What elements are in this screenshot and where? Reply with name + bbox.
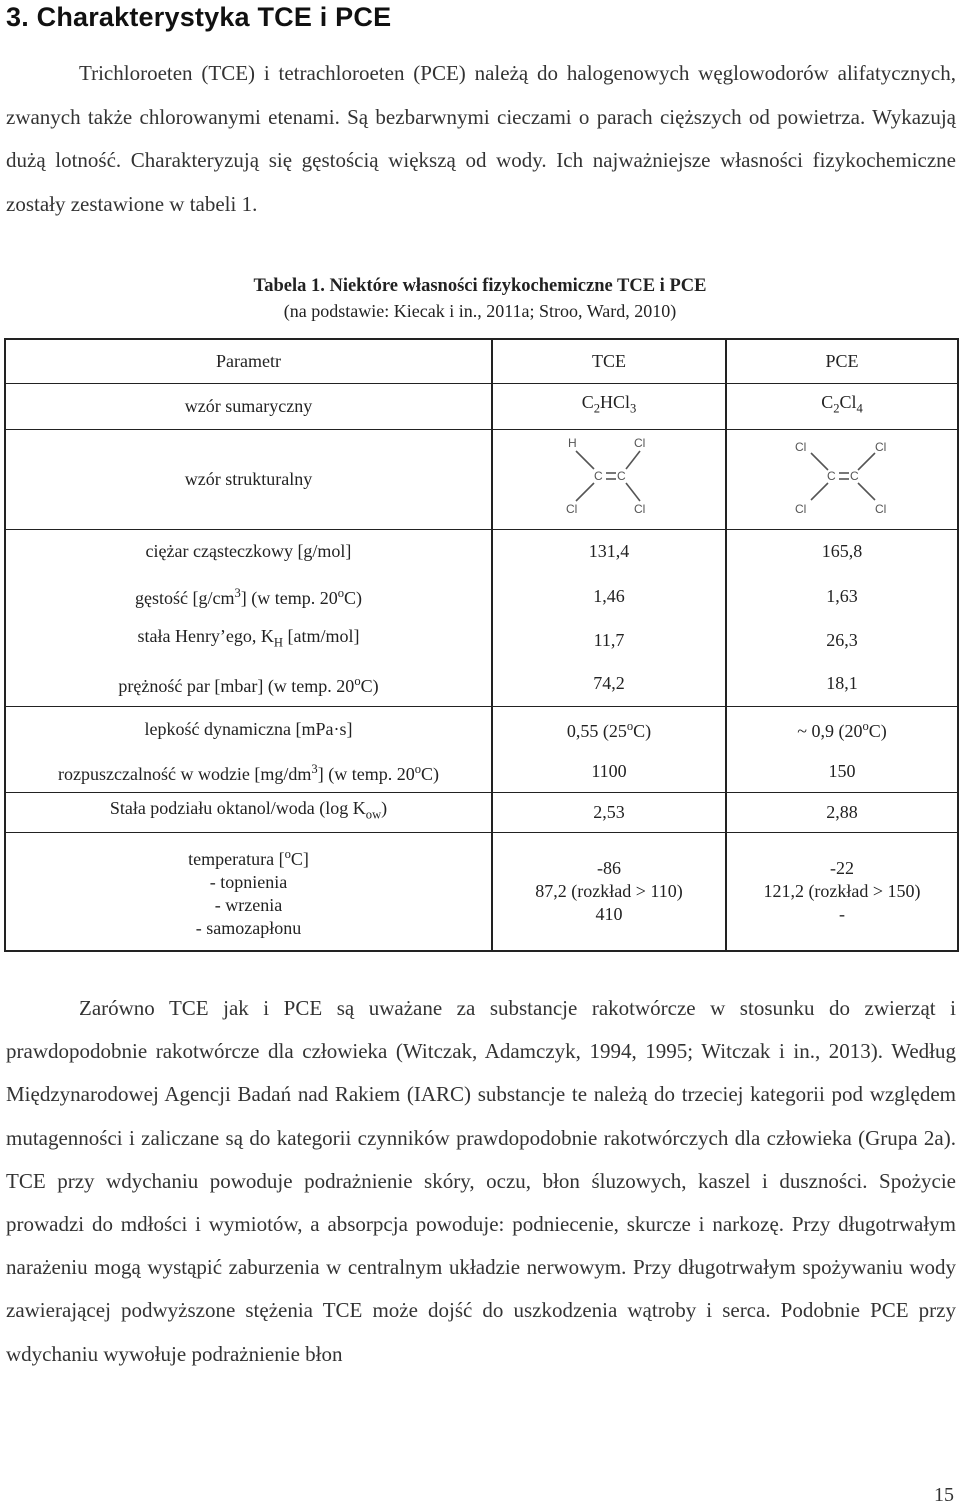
tce-structure-diagram [554,433,664,519]
formula-pce: $C_2Cl_4$ [726,383,958,429]
temperature-label: temperatura [$^o$C] - topnienia - wrzenia - samozapłonu [5,832,492,951]
header-param: Parametr [5,339,492,383]
formula-label: wzór sumaryczny [5,383,492,429]
tce-atom: C [594,469,603,483]
table-row [5,383,958,429]
temperature-pce: -22 121,2 (rozkład > 150) - [726,832,958,951]
structure-pce-cell [726,429,958,529]
table-row [5,752,958,792]
pce-atom: C [827,469,836,483]
table-row [5,706,958,752]
row-pce: 1,63 [726,574,958,618]
header-tce: TCE [492,339,726,383]
tce-atom: C [617,469,626,483]
table-row [5,529,958,574]
table-row [5,574,958,618]
temperature-row [5,832,958,951]
temperature-tce: -86 87,2 (rozkład > 110) 410 [492,832,726,951]
header-pce: PCE [726,339,958,383]
table-row [5,618,958,662]
row-pce: 18,1 [726,662,958,706]
row-tce: 131,4 [492,529,726,574]
row-label: lepkość dynamiczna [mPa·s] [5,706,492,752]
page-number: 15 [934,1484,954,1506]
tce-atom: Cl [566,502,578,516]
intro-paragraph [6,52,956,226]
pce-atom: Cl [795,502,807,516]
row-tce: 1100 [492,752,726,792]
row-label: stała Henry’ego, $K_H$ [atm/mol] [5,618,492,662]
section-heading: 3. Charakterystyka TCE i PCE [6,2,392,32]
row-label: prężność par [mbar] (w temp. 20$^o$C) [5,662,492,706]
row-tce: 2,53 [492,792,726,832]
pce-atom: Cl [875,502,887,516]
body-text: Zarówno TCE jak i PCE są uważane za substancje rakotwórcze w stosunku do zwierząt i prawdopodobnie rakotwórcze dla człowieka (Witczak, Adamczyk, 1994, 1995; Witczak i in., 2013). Według Międzynarodowej Agencji Badań nad Rakiem (IARC) substancje te należą do trzeciej kategorii pod względem mutagenności i zaliczane są do kategorii czynników prawdopodobnie rakotwórczych dla człowieka (Grupa 2a). TCE przy wdychaniu powoduje podrażnienie skóry, oczu, błon śluzowych, kaszel i duszności. Spożycie prowadzi do mdłości i wymiotów, a absorpcja powoduje: podniecenie, skurcze i narkozę. Przy długotrwałym narażeniu mogą wystąpić zaburzenia w centralnym układzie nerwowym. Przy długotrwałym spożywaniu wody zawierającej podwyższone stężenia TCE może dojść do uszkodzenia wątroby i serca. Podobnie PCE przy wdychaniu wywołuje podrażnienie błon [6,996,956,1366]
tce-atom: H [568,436,577,450]
tce-atom: Cl [634,436,646,450]
row-tce: 74,2 [492,662,726,706]
intro-text: Trichloroeten (TCE) i tetrachloroeten (PCE) należą do halogenowych węglowodorów alifatycznych, zwanych także chlorowanymi etenami. Są bezbarwnymi cieczami o parach cięższych od powietrza. Wykazują dużą lotność. Charakteryzują się gęstością większą od wody. Ich najważniejsze własności fizykochemiczne zostały zestawione w tabeli 1. [6,61,956,216]
row-tce: 11,7 [492,618,726,662]
table-caption-source: (na podstawie: Kiecak i in., 2011a; Stroo, Ward, 2010) [283,301,677,321]
properties-table [4,338,959,952]
row-label: rozpuszczalność w wodzie $[mg/dm^3]$ (w temp. 20$^o$C) [5,752,492,792]
tce-atom: Cl [634,502,646,516]
structure-label: wzór strukturalny [5,429,492,529]
row-pce: 26,3 [726,618,958,662]
row-pce: ~ 0,9 (20$^o$C) [726,706,958,752]
table-row [5,792,958,832]
row-label: gęstość $[g/cm^3]$ (w temp. 20$^o$C) [5,574,492,618]
row-tce: 1,46 [492,574,726,618]
row-pce: 2,88 [726,792,958,832]
table-caption-title: Tabela 1. Niektóre własności fizykochemiczne TCE i PCE [253,276,707,296]
row-pce: 150 [726,752,958,792]
pce-structure-diagram [787,433,897,519]
table-header-row [5,339,958,383]
row-tce: 0,55 (25$^o$C) [492,706,726,752]
table-row [5,429,958,529]
pce-atom: Cl [795,440,807,454]
pce-atom: Cl [875,440,887,454]
table-row [5,662,958,706]
structure-tce-cell [492,429,726,529]
body-paragraph [6,987,956,1376]
row-label: ciężar cząsteczkowy [g/mol] [5,529,492,574]
pce-atom: C [850,469,859,483]
formula-tce: $C_2HCl_3$ [492,383,726,429]
row-pce: 165,8 [726,529,958,574]
row-label: Stała podziału oktanol/woda (log $K_{ow}$) [5,792,492,832]
